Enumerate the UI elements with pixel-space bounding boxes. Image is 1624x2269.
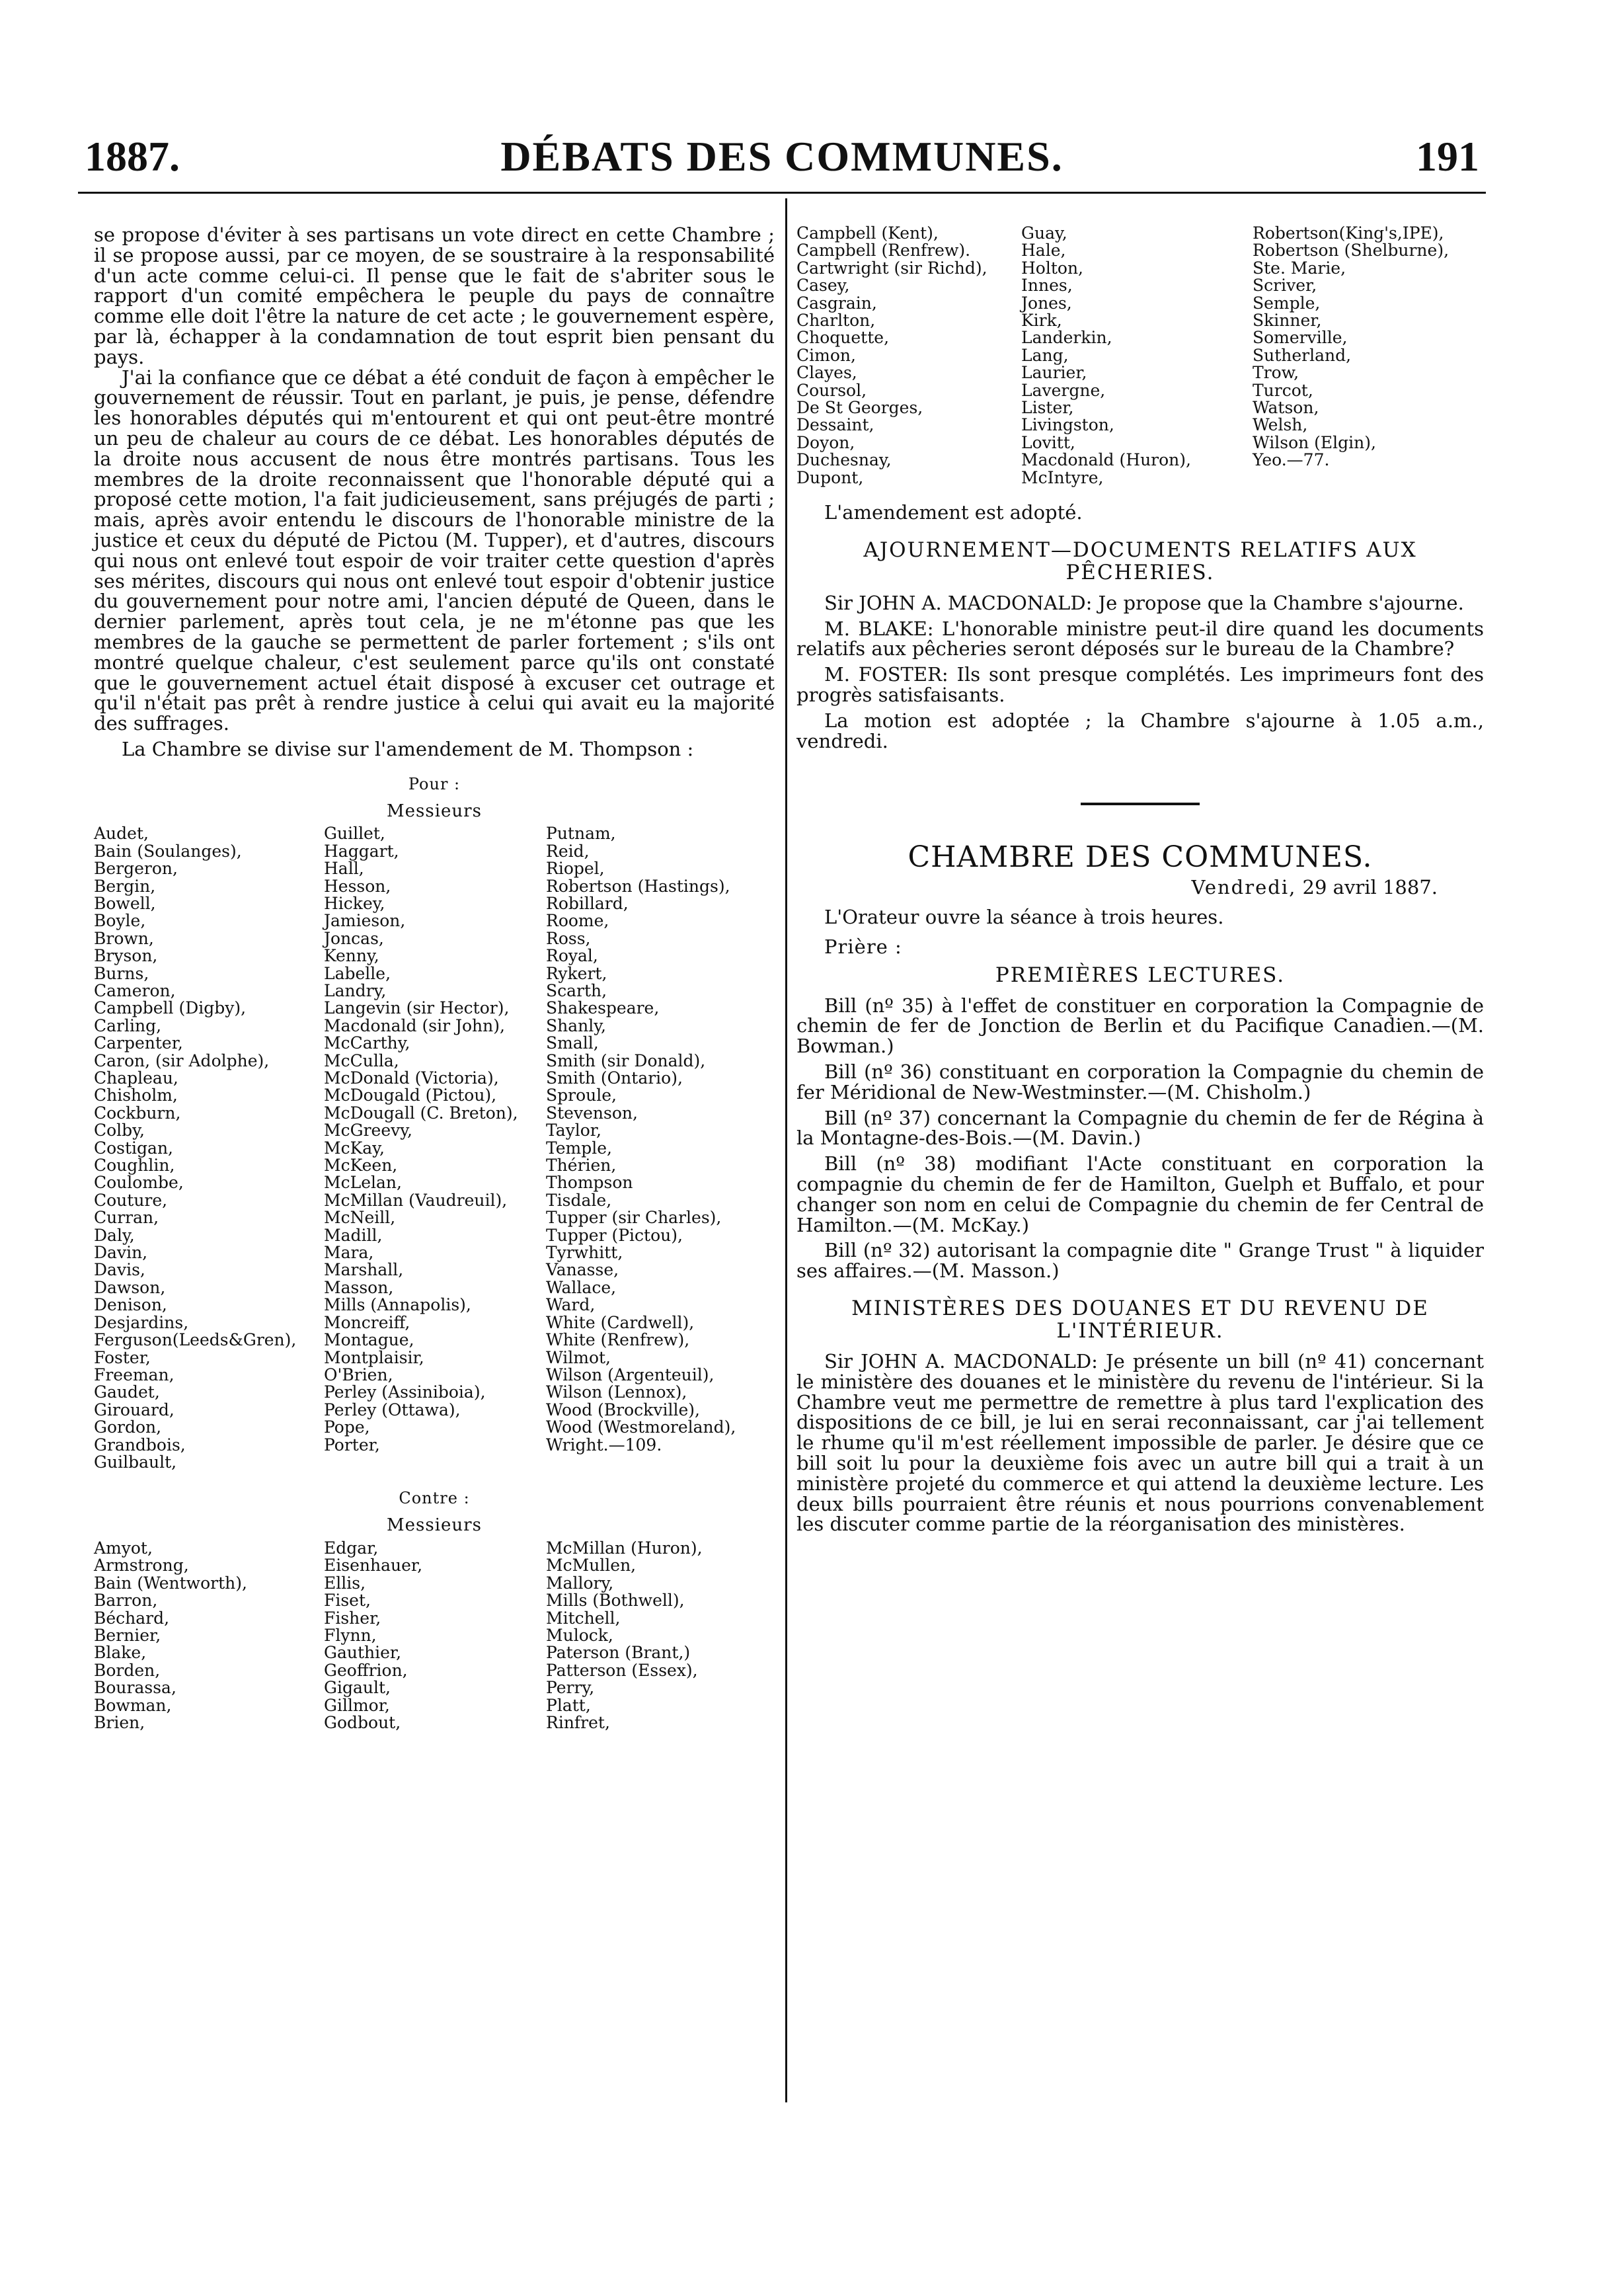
member-name: Bain (Soulanges), xyxy=(94,841,242,861)
member-name: Audet, xyxy=(94,824,149,844)
member-name: De St Georges, xyxy=(796,398,923,418)
header-rule xyxy=(78,192,1486,194)
member-name: Eisenhauer, xyxy=(324,1556,423,1575)
member-name: Burns, xyxy=(94,963,149,983)
member-name: Skinner, xyxy=(1253,311,1322,331)
amendment-adopted: L'amendement est adopté. xyxy=(824,501,1083,524)
member-name: Kirk, xyxy=(1021,311,1062,331)
contre-list-continued xyxy=(796,225,1484,487)
member-name: McDougald (Pictou), xyxy=(324,1086,497,1105)
member-name: Robillard, xyxy=(546,893,629,913)
member-name: Edgar, xyxy=(324,1538,379,1558)
member-name: Smith (Ontario), xyxy=(546,1068,683,1088)
member-name: Clayes, xyxy=(796,363,857,383)
member-name: Dupont, xyxy=(796,467,864,487)
member-name: Paterson (Brant,) xyxy=(546,1643,691,1663)
member-name: Watson, xyxy=(1253,398,1319,418)
member-name: Bain (Wentworth), xyxy=(94,1573,247,1593)
member-name: Colby, xyxy=(94,1121,145,1140)
member-name: Gauthier, xyxy=(324,1643,402,1663)
member-name: McCulla, xyxy=(324,1051,399,1070)
member-name: Mallory, xyxy=(546,1573,614,1593)
member-name: White (Cardwell), xyxy=(546,1312,695,1332)
member-name: Cockburn, xyxy=(94,1103,181,1123)
member-name: Innes, xyxy=(1021,276,1073,296)
member-name: Wilson (Lennox), xyxy=(546,1382,687,1402)
member-name: Tyrwhitt, xyxy=(546,1243,623,1263)
member-name: Gaudet, xyxy=(94,1382,160,1402)
member-name: Montague, xyxy=(324,1330,414,1350)
member-name: Somerville, xyxy=(1253,328,1348,348)
contre-cont-column-1 xyxy=(796,225,1021,487)
section-heading-ministeres: MINISTÈRES DES DOUANES ET DU REVENU DE L'INTÉRIEUR. xyxy=(851,1296,1429,1343)
member-name: Charlton, xyxy=(796,311,876,331)
member-name: Grandbois, xyxy=(94,1435,186,1454)
member-name: Cimon, xyxy=(796,345,856,365)
member-name: Dessaint, xyxy=(796,415,874,435)
member-name: Desjardins, xyxy=(94,1312,189,1332)
member-name: Barron, xyxy=(94,1591,158,1611)
member-name: Hall, xyxy=(324,859,364,879)
member-name: Reid, xyxy=(546,841,590,861)
member-name: Davin, xyxy=(94,1243,148,1263)
member-name: Sproule, xyxy=(546,1086,617,1105)
member-name: Girouard, xyxy=(94,1400,174,1419)
member-name: Robertson(King's,IPE), xyxy=(1253,223,1444,243)
member-name: Royal, xyxy=(546,946,598,966)
column-divider xyxy=(785,198,787,2102)
member-name: Montplaisir, xyxy=(324,1347,424,1367)
member-name: McKeen, xyxy=(324,1156,398,1175)
member-name: Guilbault, xyxy=(94,1452,177,1472)
member-name: Welsh, xyxy=(1253,415,1308,435)
member-name: Perley (Ottawa), xyxy=(324,1400,461,1419)
contre-column-3 xyxy=(546,1540,771,1732)
member-name: Mara, xyxy=(324,1243,374,1263)
member-name: Laurier, xyxy=(1021,363,1087,383)
paragraph: Sir JOHN A. MACDONALD: Je propose que la Chambre s'ajourne. xyxy=(824,591,1464,614)
member-name: Perley (Assiniboia), xyxy=(324,1382,486,1402)
member-name: Labelle, xyxy=(324,963,391,983)
member-name: Denison, xyxy=(94,1295,167,1315)
left-column xyxy=(94,225,775,1732)
member-name: Thompson xyxy=(546,1173,633,1193)
member-name: Pope, xyxy=(324,1417,370,1437)
division-intro: La Chambre se divise sur l'amendement de M. Thompson : xyxy=(122,737,694,760)
member-name: Coursol, xyxy=(796,380,867,400)
member-name: Joncas, xyxy=(324,928,384,948)
member-name: Béchard, xyxy=(94,1608,170,1628)
member-name: Jamieson, xyxy=(324,911,406,931)
member-name: Wallace, xyxy=(546,1277,617,1297)
member-name: Stevenson, xyxy=(546,1103,638,1123)
member-name: Mitchell, xyxy=(546,1608,621,1628)
member-name: Rinfret, xyxy=(546,1713,610,1732)
member-name: Perry, xyxy=(546,1678,595,1698)
paragraph: M. BLAKE: L'honorable ministre peut-il dire quand les documents relatifs aux pêcheries seront déposés sur le bureau de la Chambre? xyxy=(796,617,1484,660)
member-name: McCarthy, xyxy=(324,1033,410,1053)
member-name: Armstrong, xyxy=(94,1556,189,1575)
member-name: Flynn, xyxy=(324,1625,377,1645)
section-divider xyxy=(1081,803,1200,805)
member-name: Choquette, xyxy=(796,328,890,348)
member-name: Ellis, xyxy=(324,1573,366,1593)
member-name: Freeman, xyxy=(94,1365,174,1384)
contre-column-1 xyxy=(94,1540,324,1732)
member-name: Thérien, xyxy=(546,1156,617,1175)
member-name: McDougall (C. Breton), xyxy=(324,1103,518,1123)
right-column xyxy=(796,225,1484,1534)
member-name: Robertson (Shelburne), xyxy=(1253,241,1450,260)
bill-36: Bill (nº 36) constituant en corporation la Compagnie du chemin de fer Méridional de New-Westminster.—(M. Chisholm.) xyxy=(796,1060,1484,1103)
member-name: Scarth, xyxy=(546,980,607,1000)
member-name: Marshall, xyxy=(324,1260,404,1280)
member-name: Mills (Annapolis), xyxy=(324,1295,471,1315)
member-name: O'Brien, xyxy=(324,1365,393,1384)
pour-label: Pour : xyxy=(408,774,461,793)
bill-38: Bill (nº 38) modifiant l'Acte constituant en corporation la compagnie du chemin de fer de Hamilton, Guelph et Buffalo, et pour changer son nom en celui de Compagnie du chemin de fer Central de Hamilton.—(M. McKay.) xyxy=(796,1152,1484,1236)
messieurs-label: Messieurs xyxy=(387,1515,482,1536)
member-name: Dawson, xyxy=(94,1277,166,1297)
member-name: Amyot, xyxy=(94,1538,153,1558)
member-name: Platt, xyxy=(546,1695,591,1715)
member-name: Lister, xyxy=(1021,398,1074,418)
member-name: Macdonald (Huron), xyxy=(1021,450,1191,470)
member-name: Masson, xyxy=(324,1277,394,1297)
member-name: Bowman, xyxy=(94,1695,172,1715)
date-day: Vendredi, xyxy=(1191,876,1297,899)
member-name: Guay, xyxy=(1021,223,1067,243)
member-name: Ferguson(Leeds&Gren), xyxy=(94,1330,297,1350)
member-name: Borden, xyxy=(94,1660,161,1680)
member-name: Wilmot, xyxy=(546,1347,611,1367)
member-name: Gordon, xyxy=(94,1417,162,1437)
member-name: Campbell (Renfrew). xyxy=(796,241,971,260)
member-name: Lovitt, xyxy=(1021,432,1075,452)
member-name: Haggart, xyxy=(324,841,399,861)
member-name: Carpenter, xyxy=(94,1033,183,1053)
member-name: Coughlin, xyxy=(94,1156,175,1175)
member-name: Hesson, xyxy=(324,876,391,896)
section-heading-premieres-lectures: PREMIÈRES LECTURES. xyxy=(995,963,1286,987)
member-name: Smith (sir Donald), xyxy=(546,1051,706,1070)
member-name: Mills (Bothwell), xyxy=(546,1591,685,1611)
paragraph: Sir JOHN A. MACDONALD: Je présente un bill (nº 41) concernant le ministère des douanes et le ministère du revenu de l'intérieur. Si la Chambre veut me permettre de remettre à plus tard l'explication des dispositions de ce bill, je lui en serai reconnaissant, car j'ai tellement le rhume qu'il m'est réellement impossible de parler. Je désire que ce bill soit lu pour la deuxième fois avec un autre bill qui a trait à un ministère projeté du commerce et qui attend la deuxième lecture. Les deux bills pourraient être réunis et nous pourrions convenablement les discuter comme partie de la réorganisation des ministères. xyxy=(796,1350,1484,1536)
member-name: Temple, xyxy=(546,1138,612,1158)
member-name: Casgrain, xyxy=(796,293,877,313)
member-name: Caron, (sir Adolphe), xyxy=(94,1051,270,1070)
member-name: Foster, xyxy=(94,1347,151,1367)
member-name: Davis, xyxy=(94,1260,145,1280)
member-name: Livingston, xyxy=(1021,415,1114,435)
member-name: Fisher, xyxy=(324,1608,381,1628)
member-name: Wood (Brockville), xyxy=(546,1400,700,1419)
member-name: Holton, xyxy=(1021,258,1083,278)
member-name: Tisdale, xyxy=(546,1190,612,1210)
header-title: DÉBATS DES COMMUNES. xyxy=(500,133,1063,180)
member-name: Campbell (Digby), xyxy=(94,998,247,1018)
member-name: Wood (Westmoreland), xyxy=(546,1417,736,1437)
member-name: Robertson (Hastings), xyxy=(546,876,730,896)
member-name: Wilson (Argenteuil), xyxy=(546,1365,715,1384)
member-name: McNeill, xyxy=(324,1208,396,1228)
member-name: Daly, xyxy=(94,1225,135,1245)
bill-37: Bill (nº 37) concernant la Compagnie du chemin de fer de Régina à la Montagne-des-Bois.—(M. Davin.) xyxy=(796,1106,1484,1150)
member-name: Casey, xyxy=(796,276,850,296)
member-name: Tupper (Pictou), xyxy=(546,1225,683,1245)
member-name: White (Renfrew), xyxy=(546,1330,690,1350)
contre-label: Contre : xyxy=(399,1489,470,1508)
section-heading-ajournement: AJOURNEMENT—DOCUMENTS RELATIFS AUX PÊCHERIES. xyxy=(863,537,1417,584)
contre-list xyxy=(94,1540,775,1732)
member-name: Brien, xyxy=(94,1713,145,1732)
member-name: Riopel, xyxy=(546,859,605,879)
page-number: 191 xyxy=(1416,133,1479,180)
member-name: Boyle, xyxy=(94,911,146,931)
bill-35: Bill (nº 35) à l'effet de constituer en corporation la Compagnie de chemin de fer de Jonction de Berlin et du Pacifique Canadien.—(M. Bowman.) xyxy=(796,994,1484,1058)
member-name: Bowell, xyxy=(94,893,156,913)
pour-column-3 xyxy=(546,825,771,1471)
member-name: Campbell (Kent), xyxy=(796,223,939,243)
page-header xyxy=(78,132,1486,185)
paragraph: M. FOSTER: Ils sont presque complétés. Les imprimeurs font des progrès satisfaisants. xyxy=(796,663,1484,707)
member-name: Madill, xyxy=(324,1225,383,1245)
member-name: Godbout, xyxy=(324,1713,401,1732)
member-name: Porter, xyxy=(324,1435,380,1454)
member-name: McMillan (Vaudreuil), xyxy=(324,1190,508,1210)
contre-cont-column-2 xyxy=(1021,225,1253,487)
priere-label: Prière : xyxy=(824,935,902,958)
member-name: Lang, xyxy=(1021,345,1069,365)
member-name: Jones, xyxy=(1021,293,1072,313)
member-name: Shanly, xyxy=(546,1015,606,1035)
member-name: Macdonald (sir John), xyxy=(324,1015,505,1035)
member-name: McDonald (Victoria), xyxy=(324,1068,499,1088)
member-name: McGreevy, xyxy=(324,1121,412,1140)
member-name: Ste. Marie, xyxy=(1253,258,1346,278)
bill-32: Bill (nº 32) autorisant la compagnie dite " Grange Trust " à liquider ses affaires.—(M. Masson.) xyxy=(796,1239,1484,1283)
member-name: Langevin (sir Hector), xyxy=(324,998,510,1018)
member-name: Bryson, xyxy=(94,946,158,966)
member-name: Shakespeare, xyxy=(546,998,660,1018)
member-name: Rykert, xyxy=(546,963,607,983)
messieurs-label: Messieurs xyxy=(387,801,482,821)
paragraph: L'Orateur ouvre la séance à trois heures. xyxy=(824,906,1224,929)
member-name: Mulock, xyxy=(546,1625,613,1645)
pour-list xyxy=(94,825,775,1471)
contre-column-2 xyxy=(324,1540,546,1732)
member-name: Kenny, xyxy=(324,946,379,966)
member-name: Cameron, xyxy=(94,980,176,1000)
member-name: Bernier, xyxy=(94,1625,161,1645)
paragraph: La motion est adoptée ; la Chambre s'ajourne à 1.05 a.m., vendredi. xyxy=(796,709,1484,752)
member-name: Guillet, xyxy=(324,824,385,844)
member-name: Semple, xyxy=(1253,293,1321,313)
member-name: Hale, xyxy=(1021,241,1066,260)
member-name: Scriver, xyxy=(1253,276,1317,296)
member-name: Duchesnay, xyxy=(796,450,892,470)
member-name: Yeo.—77. xyxy=(1253,450,1330,470)
member-name: Cartwright (sir Richd), xyxy=(796,258,987,278)
paragraph: J'ai la confiance que ce débat a été conduit de façon à empêcher le gouvernement de réussir. Tout en parlant, je puis, je pense, défendre les honorables députés qui m'entourent et qui ont peut-être montré un peu de chaleur au cours de ce débat. Les honorables députés de la droite nous accusent de nous être montrés partisans. Tous les membres de la droite reconnaissent que l'honorable député qui a proposé cette motion, l'a fait judicieusement, sans préjugés de parti ; mais, après avoir entendu le discours de l'honorable ministre de la justice et ceux du député de Pictou (M. Tupper), et d'autres, discours qui nous ont enlevé tout espoir de voir traiter cette question d'après ses mérites, discours qui nous ont enlevé tout espoir d'obtenir justice du gouvernement pour notre ami, l'ancien député de Queen, dans le dernier parlement, après tout cela, je ne m'étonne pas que les membres de la gauche se permettent de parler fortement ; s'ils ont montré quelque chaleur, c'est seulement parce qu'ils ont constaté que le gouvernement actuel était disposé à excuser cet outrage et qu'il n'était pas prêt à rendre justice à celui qui avait eu la majorité des suffrages. xyxy=(94,366,775,735)
chamber-title: CHAMBRE DES COMMUNES. xyxy=(908,840,1373,875)
member-name: McIntyre, xyxy=(1021,467,1104,487)
member-name: Patterson (Essex), xyxy=(546,1660,698,1680)
member-name: Landerkin, xyxy=(1021,328,1112,348)
member-name: McLelan, xyxy=(324,1173,402,1193)
member-name: Carling, xyxy=(94,1015,162,1035)
member-name: Gillmor, xyxy=(324,1695,390,1715)
header-year: 1887. xyxy=(85,133,180,180)
member-name: Costigan, xyxy=(94,1138,174,1158)
member-name: Wilson (Elgin), xyxy=(1253,432,1376,452)
member-name: Hickey, xyxy=(324,893,385,913)
member-name: Geoffrion, xyxy=(324,1660,408,1680)
member-name: Chisholm, xyxy=(94,1086,178,1105)
member-name: Coulombe, xyxy=(94,1173,184,1193)
member-name: Gigault, xyxy=(324,1678,391,1698)
member-name: Couture, xyxy=(94,1190,168,1210)
member-name: Putnam, xyxy=(546,824,616,844)
member-name: Sutherland, xyxy=(1253,345,1352,365)
pour-column-1 xyxy=(94,825,324,1471)
member-name: Chapleau, xyxy=(94,1068,178,1088)
member-name: Landry, xyxy=(324,980,387,1000)
member-name: Curran, xyxy=(94,1208,159,1228)
member-name: Wright.—109. xyxy=(546,1435,662,1454)
member-name: Tupper (sir Charles), xyxy=(546,1208,722,1228)
member-name: Roome, xyxy=(546,911,609,931)
member-name: Lavergne, xyxy=(1021,380,1106,400)
member-name: Bergin, xyxy=(94,876,156,896)
member-name: Trow, xyxy=(1253,363,1299,383)
paragraph: se propose d'éviter à ses partisans un vote direct en cette Chambre ; il se propose aussi, par ce moyen, de se soustraire à la responsabilité d'un acte comme celui-ci. Il pense que le fait de s'abriter sous le rapport d'un comité empêchera le peuple du pays de connaître comme elle doit l'être la nature de cet acte ; le gouvernement espère, par là, échapper à la condamnation de tout esprit bien pensant du pays. xyxy=(94,223,775,368)
member-name: McMullen, xyxy=(546,1556,637,1575)
member-name: Ross, xyxy=(546,928,591,948)
member-name: Vanasse, xyxy=(546,1260,619,1280)
member-name: McMillan (Huron), xyxy=(546,1538,703,1558)
member-name: Moncreiff, xyxy=(324,1312,410,1332)
member-name: Taylor, xyxy=(546,1121,601,1140)
contre-cont-column-3 xyxy=(1253,225,1484,487)
member-name: Bourassa, xyxy=(94,1678,176,1698)
member-name: Fiset, xyxy=(324,1591,371,1611)
member-name: Turcot, xyxy=(1253,380,1313,400)
member-name: Bergeron, xyxy=(94,859,178,879)
member-name: Doyon, xyxy=(796,432,855,452)
member-name: Small, xyxy=(546,1033,599,1053)
member-name: Brown, xyxy=(94,928,154,948)
pour-column-2 xyxy=(324,825,546,1471)
member-name: Blake, xyxy=(94,1643,147,1663)
dateline xyxy=(796,877,1484,898)
member-name: McKay, xyxy=(324,1138,385,1158)
date-rest: 29 avril 1887. xyxy=(1302,876,1438,899)
member-name: Ward, xyxy=(546,1295,596,1315)
